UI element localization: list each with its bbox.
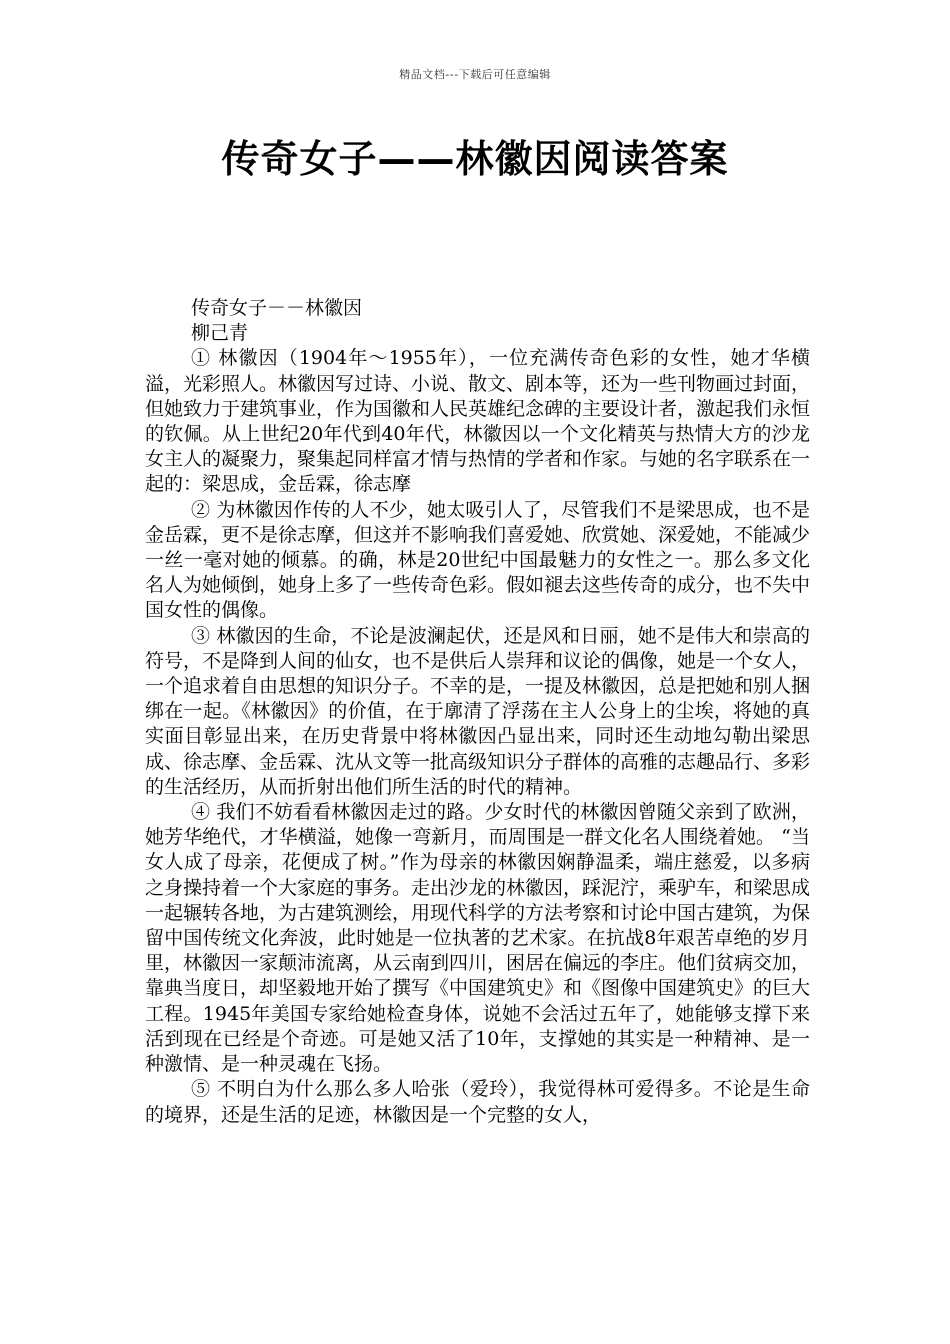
document-body (145, 296, 810, 1128)
paragraph-5: ⑤ 不明白为什么那么多人哈张（爱玲），我觉得林可爱得多。不论是生命的境界，还是生活的足迹，林徽因是一个完整的女人， (145, 1078, 810, 1126)
paragraph-3: ③ 林徽因的生命，不论是波澜起伏，还是风和日丽，她不是伟大和崇高的符号，不是降到人间的仙女，也不是供后人崇拜和议论的偶像，她是一个女人，一个追求着自由思想的知识分子。不幸的是，一提及林徽因，总是把她和别人捆绑在一起。《林徽因》的价值，在于廓清了浮荡在主人公身上的尘埃，将她的真实面目彰显出来，在历史背景中将林徽因凸显出来，同时还生动地勾勒出梁思成、徐志摩、金岳霖、沈从文等一批高级知识分子群体的高雅的志趣品行、多彩的生活经历，从而折射出他们所生活的时代的精神。 (145, 624, 811, 798)
paragraph-1: ① 林徽因（1904年～1955年），一位充满传奇色彩的女性，她才华横溢，光彩照人。林徽因写过诗、小说、散文、剧本等，还为一些刊物画过封面，但她致力于建筑事业，作为国徽和人民英雄纪念碑的主要设计者，激起我们永恒的钦佩。从上世纪20年代到40年代，林徽因以一个文化精英与热情大方的沙龙女主人的凝聚力，聚集起同样富才情与热情的学者和作家。与她的名字联系在一起的：梁思成，金岳霖，徐志摩 (145, 347, 811, 496)
paragraph-4: ④ 我们不妨看看林徽因走过的路。少女时代的林徽因曾随父亲到了欧洲，她芳华绝代，才华横溢，她像一弯新月，而周围是一群文化名人围绕着她。 “当女人成了母亲，花便成了树。”作为母亲的林徽因娴静温柔，端庄慈爱，以多病之身操持着一个大家庭的事务。走出沙龙的林徽因，踩泥泞，乘驴车，和梁思成一起辗转各地，为古建筑测绘，用现代科学的方法考察和讨论中国古建筑，为保留中国传统文化奔波，此时她是一位执著的艺术家。在抗战8年艰苦卓绝的岁月里，林徽因一家颠沛流离，从云南到四川，困居在偏远的李庄。他们贫病交加，靠典当度日，却坚毅地开始了撰写《中国建筑史》和《图像中国建筑史》的巨大工程。1945年美国专家给她检查身体，说她不会活过五年了，她能够支撑下来活到现在已经是个奇迹。可是她又活了10年，支撑她的其实是一种精神、是一种激情、是一种灵魂在飞扬。 (145, 801, 811, 1076)
paragraph-2: ② 为林徽因作传的人不少，她太吸引人了，尽管我们不是梁思成，也不是金岳霖，更不是徐志摩，但这并不影响我们喜爱她、欣赏她、深爱她，不能减少一丝一毫对她的倾慕。的确，林是20世纪中国最魅力的女性之一。那么多文化名人为她倾倒，她身上多了一些传奇色彩。假如褪去这些传奇的成分，也不失中国女性的偶像。 (145, 498, 811, 622)
header-note: 精品文档---下载后可任意编辑 (399, 68, 551, 81)
article-subtitle: 传奇女子－－林徽因 (191, 297, 363, 319)
article-author: 柳己青 (191, 322, 249, 345)
document-title: 传奇女子——林徽因阅读答案 (221, 137, 729, 181)
